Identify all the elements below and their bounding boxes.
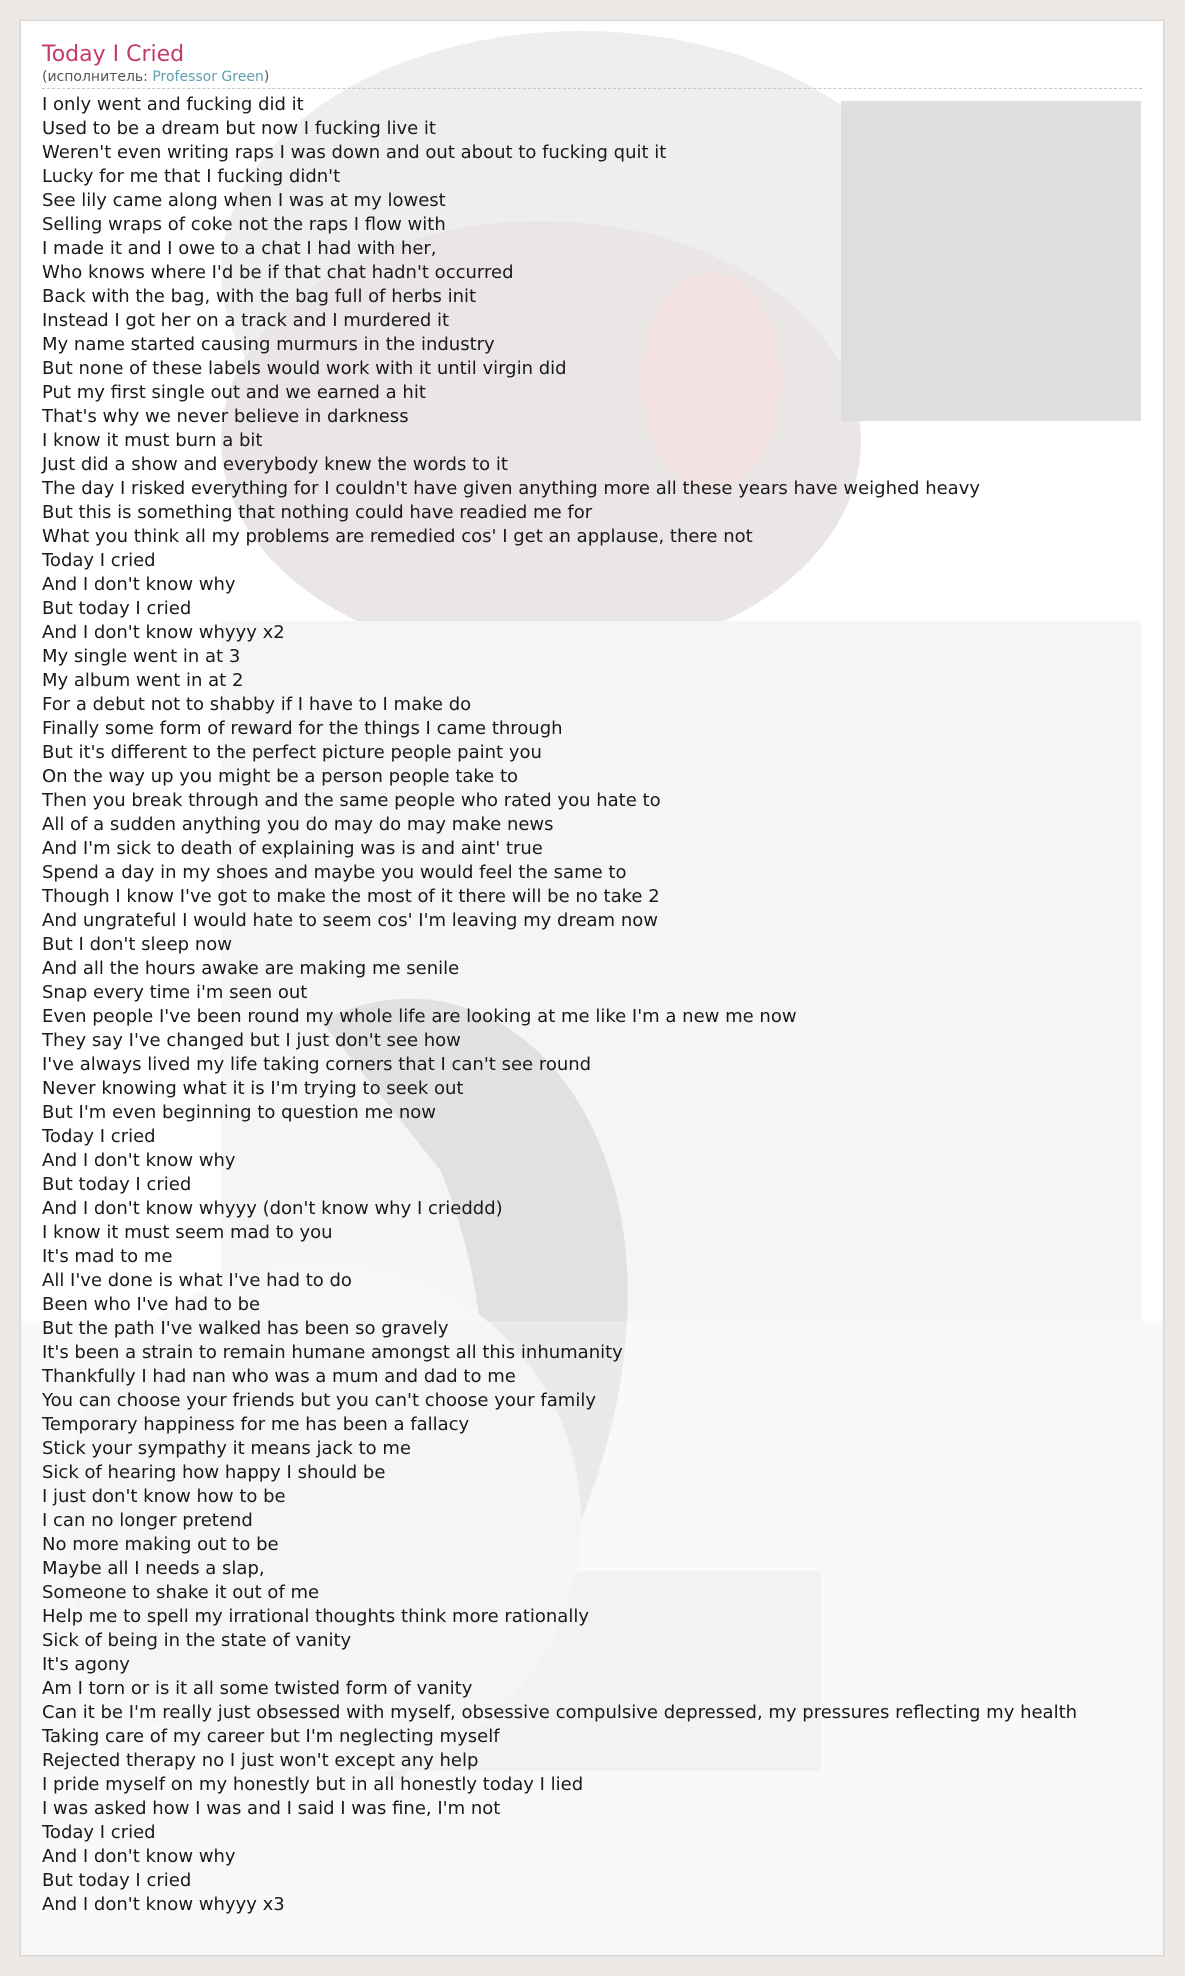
lyric-line: And I'm sick to death of explaining was is and aint' true	[42, 838, 543, 859]
song-title: Today I Cried	[42, 42, 185, 67]
lyric-line: Snap every time i'm seen out	[42, 982, 308, 1003]
lyric-line: Am I torn or is it all some twisted form of vanity	[42, 1678, 473, 1699]
lyric-line: Lucky for me that I fucking didn't	[42, 166, 341, 187]
lyric-line: What you think all my problems are remedied cos' I get an applause, there not	[42, 526, 753, 547]
lyric-line: It's mad to me	[42, 1246, 173, 1267]
lyric-line: Weren't even writing raps I was down and out about to fucking quit it	[42, 142, 667, 163]
lyric-line: But this is something that nothing could have readied me for	[42, 502, 593, 523]
lyric-line: Rejected therapy no I just won't except any help	[42, 1750, 479, 1771]
lyric-line: Maybe all I needs a slap,	[42, 1558, 265, 1579]
lyric-line: But today I cried	[42, 1870, 192, 1891]
lyric-line: My album went in at 2	[42, 670, 244, 691]
lyric-line: But none of these labels would work with it until virgin did	[42, 358, 567, 379]
lyric-line: Can it be I'm really just obsessed with myself, obsessive compulsive depressed, my pressures reflecting my health	[42, 1702, 1078, 1723]
lyric-line: Even people I've been round my whole life are looking at me like I'm a new me now	[42, 1006, 797, 1027]
lyric-line: Finally some form of reward for the things I came through	[42, 718, 563, 739]
lyric-line: But it's different to the perfect picture people paint you	[42, 742, 542, 763]
lyric-line: But the path I've walked has been so gravely	[42, 1318, 449, 1339]
lyric-line: I know it must seem mad to you	[42, 1222, 333, 1243]
artist-link[interactable]: Professor Green	[152, 69, 264, 85]
lyric-line: All of a sudden anything you do may do may make news	[42, 814, 554, 835]
lyric-line: And I don't know why	[42, 574, 236, 595]
lyric-line: Though I know I've got to make the most of it there will be no take 2	[42, 886, 660, 907]
lyric-line: But I'm even beginning to question me now	[42, 1102, 437, 1123]
lyric-line: Taking care of my career but I'm neglecting myself	[42, 1726, 500, 1747]
lyric-line: And I don't know why	[42, 1150, 236, 1171]
lyric-line: It's agony	[42, 1654, 130, 1675]
lyric-line: And I don't know whyyy x3	[42, 1894, 285, 1915]
lyric-line: I made it and I owe to a chat I had with her,	[42, 238, 437, 259]
lyric-line: My name started causing murmurs in the industry	[42, 334, 495, 355]
lyric-line: Thankfully I had nan who was a mum and dad to me	[42, 1366, 516, 1387]
lyric-line: The day I risked everything for I couldn't have given anything more all these years have weighed heavy	[42, 478, 981, 499]
lyric-line: Temporary happiness for me has been a fallacy	[42, 1414, 470, 1435]
lyric-line: All I've done is what I've had to do	[42, 1270, 352, 1291]
lyric-line: But today I cried	[42, 598, 192, 619]
lyric-line: And I don't know why	[42, 1846, 236, 1867]
lyric-line: And all the hours awake are making me senile	[42, 958, 460, 979]
lyric-line: That's why we never believe in darkness	[42, 406, 409, 427]
lyric-line: On the way up you might be a person people take to	[42, 766, 519, 787]
lyric-line: My single went in at 3	[42, 646, 241, 667]
artist-byline	[42, 69, 1162, 85]
lyrics-card	[20, 20, 1164, 1956]
lyric-line: See lily came along when I was at my lowest	[42, 190, 446, 211]
lyric-line: Help me to spell my irrational thoughts think more rationally	[42, 1606, 589, 1627]
lyric-line: I just don't know how to be	[42, 1486, 286, 1507]
byline-suffix: )	[263, 69, 270, 85]
lyric-line: Today I cried	[42, 550, 156, 571]
lyric-line: Spend a day in my shoes and maybe you would feel the same to	[42, 862, 627, 883]
lyric-line: I only went and fucking did it	[42, 94, 304, 115]
lyrics-text	[42, 93, 1162, 1917]
lyric-line: But I don't sleep now	[42, 934, 232, 955]
lyric-line: Just did a show and everybody knew the words to it	[42, 454, 508, 475]
lyric-line: They say I've changed but I just don't see how	[42, 1030, 461, 1051]
lyric-line: I know it must burn a bit	[42, 430, 263, 451]
lyric-line: No more making out to be	[42, 1534, 279, 1555]
lyrics-content	[42, 41, 1162, 1917]
lyric-line: Instead I got her on a track and I murdered it	[42, 310, 450, 331]
lyric-line: Who knows where I'd be if that chat hadn't occurred	[42, 262, 514, 283]
lyric-line: Been who I've had to be	[42, 1294, 261, 1315]
lyric-line: Today I cried	[42, 1822, 156, 1843]
lyric-line: Back with the bag, with the bag full of herbs init	[42, 286, 477, 307]
lyric-line: Never knowing what it is I'm trying to seek out	[42, 1078, 464, 1099]
lyric-line: I've always lived my life taking corners that I can't see round	[42, 1054, 592, 1075]
lyric-line: You can choose your friends but you can't choose your family	[42, 1390, 596, 1411]
lyric-line: I can no longer pretend	[42, 1510, 253, 1531]
lyric-line: But today I cried	[42, 1174, 192, 1195]
lyric-line: Sick of hearing how happy I should be	[42, 1462, 386, 1483]
lyric-line: I pride myself on my honestly but in all honestly today I lied	[42, 1774, 584, 1795]
lyric-line: Put my first single out and we earned a hit	[42, 382, 426, 403]
byline-prefix: (исполнитель:	[42, 69, 153, 85]
title-divider	[42, 88, 1142, 89]
lyric-line: And ungrateful I would hate to seem cos' I'm leaving my dream now	[42, 910, 658, 931]
lyric-line: Today I cried	[42, 1126, 156, 1147]
lyric-line: Someone to shake it out of me	[42, 1582, 320, 1603]
lyric-line: Used to be a dream but now I fucking live it	[42, 118, 436, 139]
lyric-line: Sick of being in the state of vanity	[42, 1630, 352, 1651]
lyric-line: Selling wraps of coke not the raps I flow with	[42, 214, 446, 235]
lyric-line: For a debut not to shabby if I have to I make do	[42, 694, 472, 715]
lyric-line: And I don't know whyyy x2	[42, 622, 285, 643]
lyric-line: It's been a strain to remain humane amongst all this inhumanity	[42, 1342, 623, 1363]
lyric-line: And I don't know whyyy (don't know why I crieddd)	[42, 1198, 503, 1219]
lyric-line: Then you break through and the same people who rated you hate to	[42, 790, 661, 811]
lyric-line: Stick your sympathy it means jack to me	[42, 1438, 411, 1459]
lyric-line: I was asked how I was and I said I was fine, I'm not	[42, 1798, 501, 1819]
